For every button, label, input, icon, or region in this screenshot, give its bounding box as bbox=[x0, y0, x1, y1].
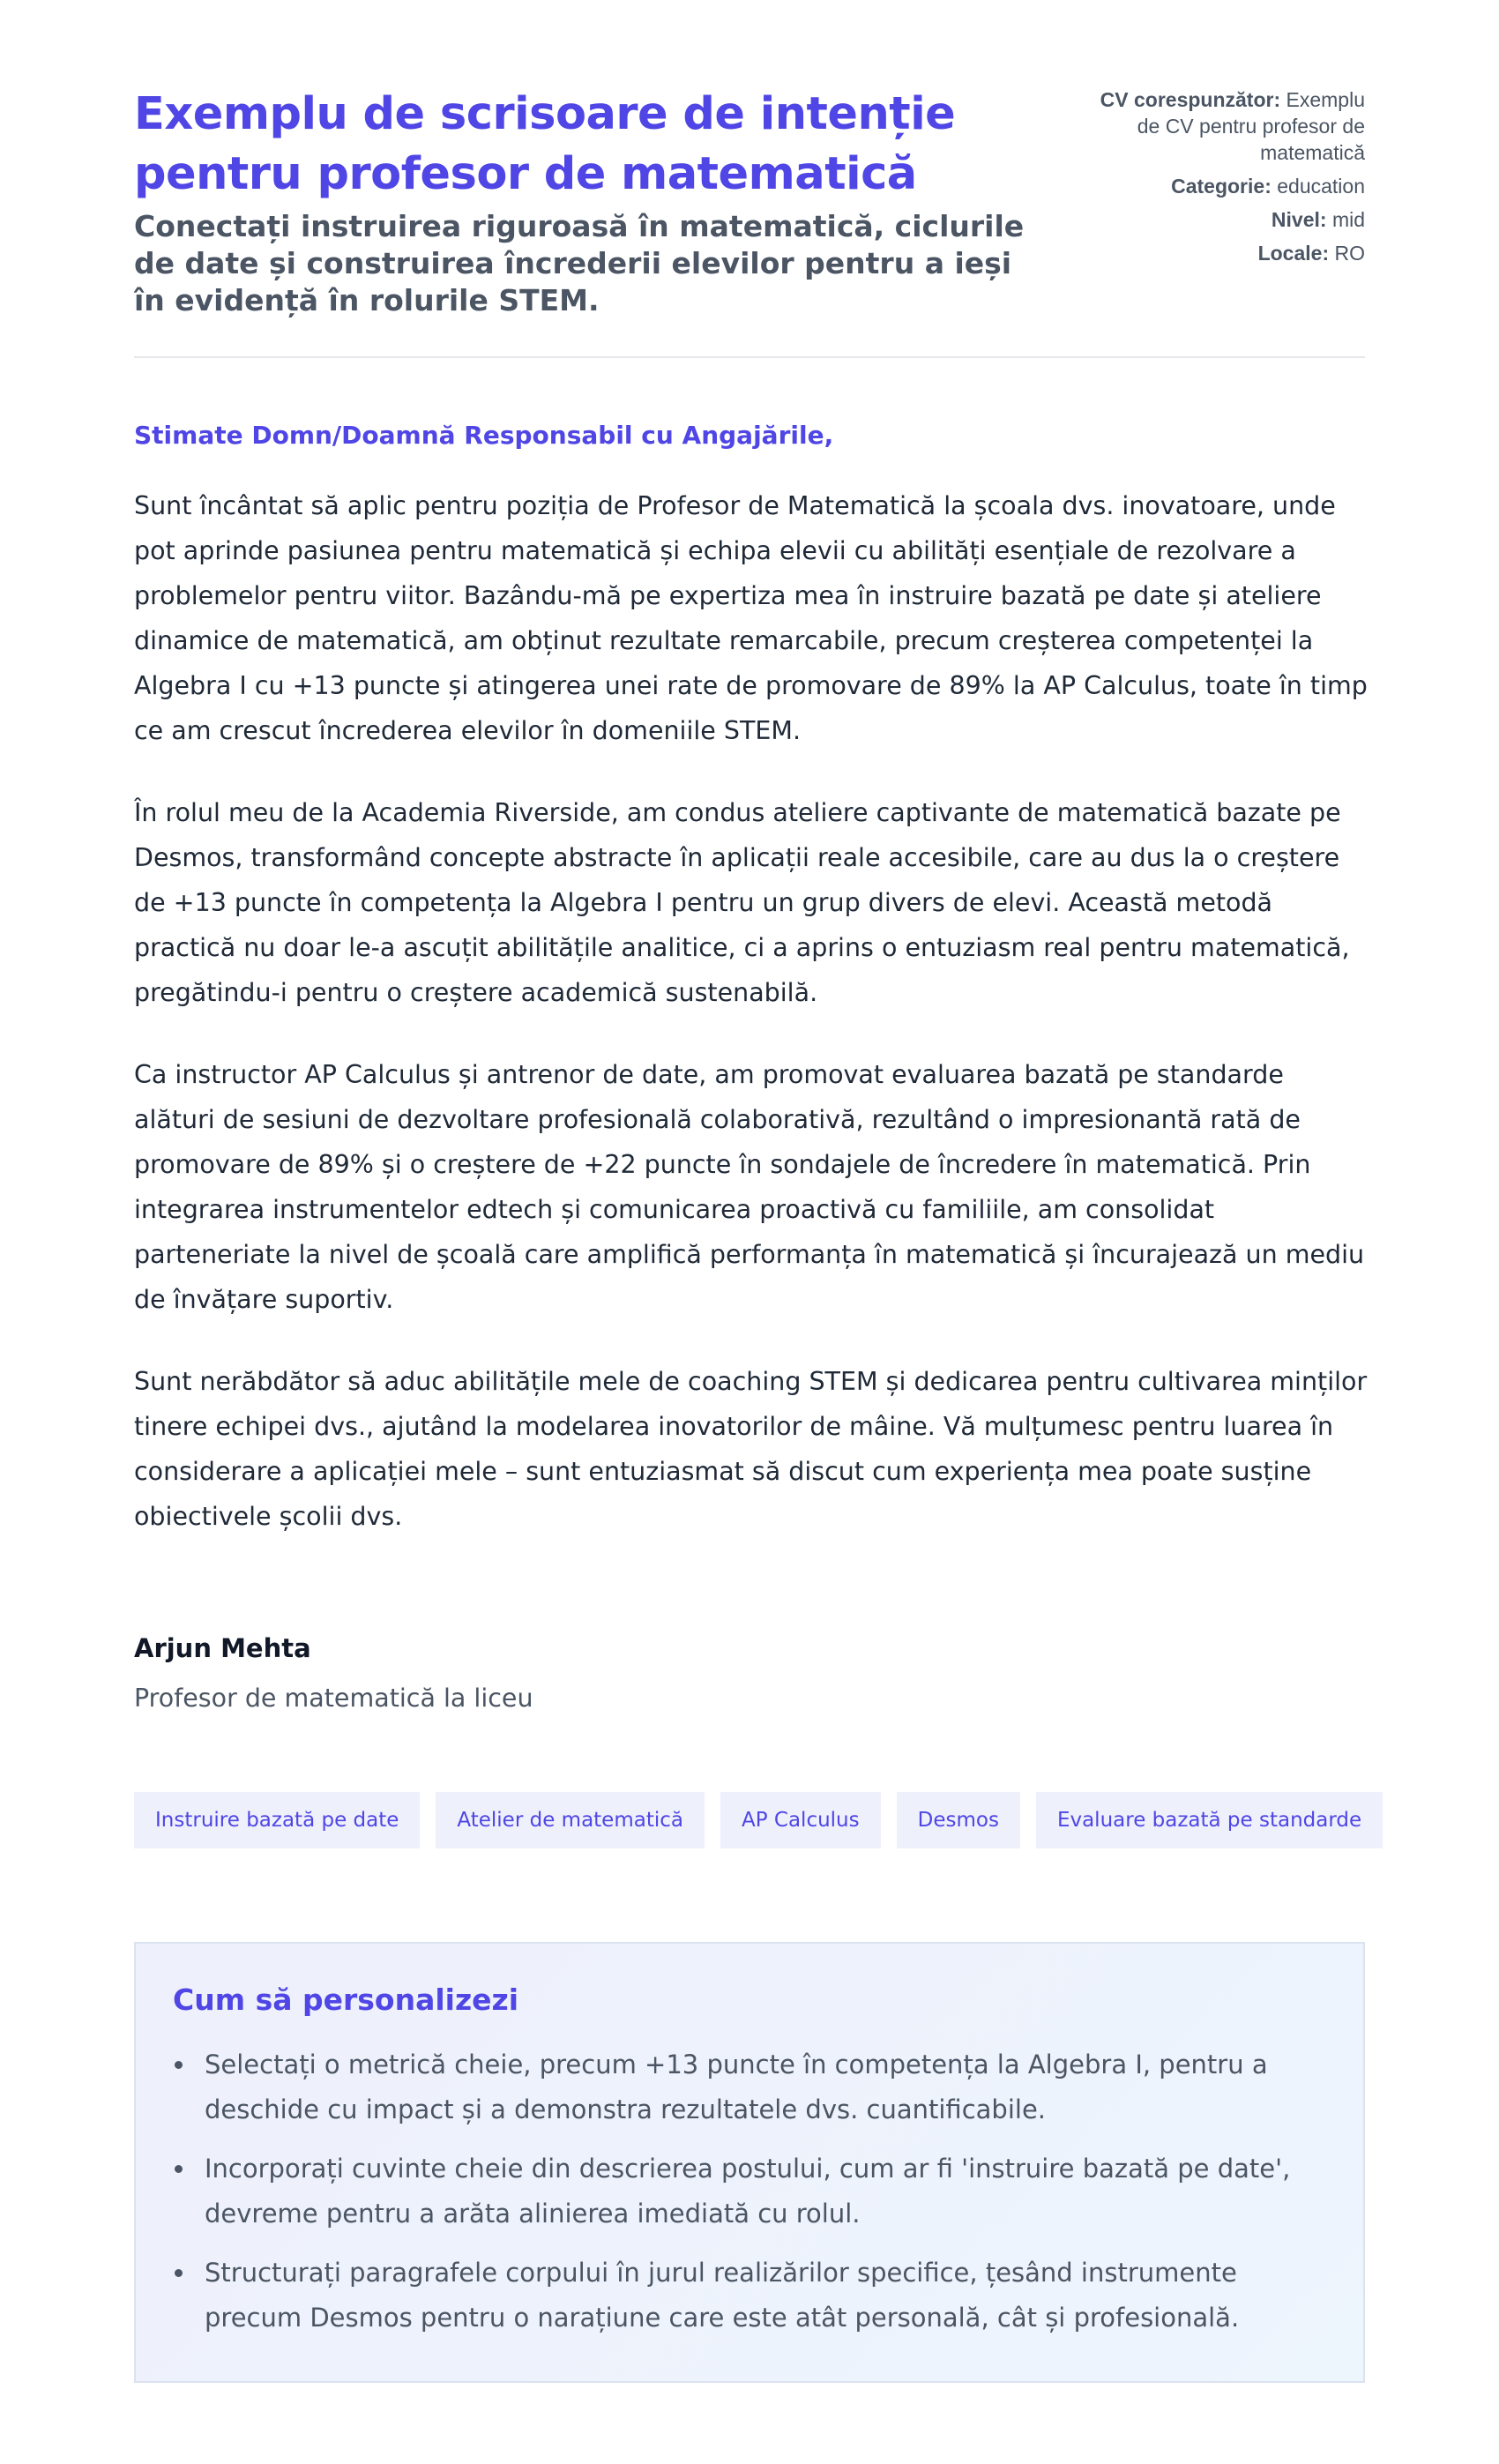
letter-paragraph: În rolul meu de la Academia Riverside, am condus ateliere captivante de matematică bazate pe Desmos, transformând concepte abstracte în aplicații reale accesibile, care au dus la o creștere de +13 puncte în competența la Algebra I pentru un grup divers de elevi. Această metodă practică nu doar le-a ascuțit abilitățile analitice, ci a aprins o entuziasm real pentru matematică, pregătindu-i pentru o creștere academică sustenabilă. bbox=[134, 798, 1350, 1007]
meta-level bbox=[1074, 206, 1365, 233]
meta-panel bbox=[1074, 86, 1365, 273]
page-header bbox=[134, 0, 1365, 358]
skill-tags bbox=[134, 1792, 1365, 1848]
letter-paragraph: Sunt nerăbdător să aduc abilitățile mele de coaching STEM și dedicarea pentru cultivarea minților tinere echipei dvs., ajutând la modelarea inovatorilor de mâine. Vă mulțumesc pentru luarea în considerare a aplicației mele – sunt entuziasmat să discut cum experiența mea poate susține obiectivele școlii dvs. bbox=[134, 1367, 1368, 1531]
tip-item bbox=[173, 2147, 1326, 2236]
meta-locale bbox=[1074, 240, 1365, 266]
signature-role: Profesor de matematică la liceu bbox=[134, 1684, 533, 1713]
letter-greeting: Stimate Domn/Doamnă Responsabil cu Angajările, bbox=[134, 421, 834, 450]
tips-list bbox=[173, 2042, 1326, 2341]
meta-locale-label: Locale: bbox=[1257, 242, 1330, 265]
meta-locale-value: RO bbox=[1334, 242, 1365, 265]
bullet-dot-icon bbox=[175, 2269, 183, 2277]
meta-cv bbox=[1074, 86, 1365, 166]
signature-name: Arjun Mehta bbox=[134, 1633, 311, 1663]
skill-tag: Evaluare bazată pe standarde bbox=[1036, 1792, 1383, 1848]
meta-category-label: Categorie: bbox=[1171, 175, 1272, 198]
letter-body bbox=[134, 418, 1368, 1716]
skill-tag: Atelier de matematică bbox=[436, 1792, 705, 1848]
page-title: Exemplu de scrisoare de intenție pentru profesor de matematică bbox=[134, 88, 956, 200]
meta-cv-label: CV corespunzător: bbox=[1100, 88, 1281, 111]
skill-tag: AP Calculus bbox=[720, 1792, 881, 1848]
letter-paragraph: Sunt încântat să aplic pentru poziția de Profesor de Matematică la școala dvs. inovatoare, unde pot aprinde pasiunea pentru matematică și echipa elevii cu abilități esențiale de rezolvare a problemelor pentru viitor. Bazându-mă pe expertiza mea în instruire bazată pe date și ateliere dinamice de matematică, am obținut rezultate remarcabile, precum creșterea competenței la Algebra I cu +13 puncte și atingerea unei rate de promovare de 89% la AP Calculus, toate în timp ce am crescut încrederea elevilor în domeniile STEM. bbox=[134, 491, 1368, 745]
personalize-tips-box bbox=[134, 1942, 1365, 2383]
skill-tag: Desmos bbox=[897, 1792, 1020, 1848]
meta-category-value: education bbox=[1277, 175, 1365, 198]
bullet-dot-icon bbox=[175, 2061, 183, 2069]
meta-cv-value[interactable]: Exemplu de CV pentru profesor de matematică bbox=[1137, 88, 1365, 164]
tip-item bbox=[173, 2042, 1326, 2132]
tip-text: Incorporați cuvinte cheie din descrierea postului, cum ar fi 'instruire bazată pe date', devreme pentru a arăta alinierea imediată cu rolul. bbox=[205, 2154, 1291, 2229]
tips-title: Cum să personalizezi bbox=[173, 1982, 519, 2017]
tip-text: Selectați o metrică cheie, precum +13 puncte în competența la Algebra I, pentru a deschide cu impact și a demonstra rezultatele dvs. cuantificabile. bbox=[205, 2050, 1268, 2124]
tip-item bbox=[173, 2251, 1326, 2341]
letter-paragraph: Ca instructor AP Calculus și antrenor de date, am promovat evaluarea bazată pe standarde alături de sesiuni de dezvoltare profesională colaborativă, rezultând o impresionantă rată de promovare de 89% și o creștere de +22 puncte în sondajele de încredere în matematică. Prin integrarea instrumentelor edtech și comunicarea proactivă cu familiile, am consolidat parteneriate la nivel de școală care amplifică performanța în matematică și încurajează un mediu de învățare suportiv. bbox=[134, 1060, 1365, 1314]
skill-tag: Instruire bazată pe date bbox=[134, 1792, 420, 1848]
tip-text: Structurați paragrafele corpului în jurul realizărilor specifice, țesând instrumente precum Desmos pentru o narațiune care este atât personală, cât și profesională. bbox=[205, 2258, 1240, 2333]
bullet-dot-icon bbox=[175, 2165, 183, 2173]
page-subtitle: Conectați instruirea riguroasă în matematică, ciclurile de date și construirea încrederii elevilor pentru a ieși în evidență în rolurile STEM. bbox=[134, 209, 1025, 317]
meta-level-value: mid bbox=[1331, 208, 1365, 231]
meta-level-label: Nivel: bbox=[1271, 208, 1327, 231]
meta-category bbox=[1074, 173, 1365, 199]
